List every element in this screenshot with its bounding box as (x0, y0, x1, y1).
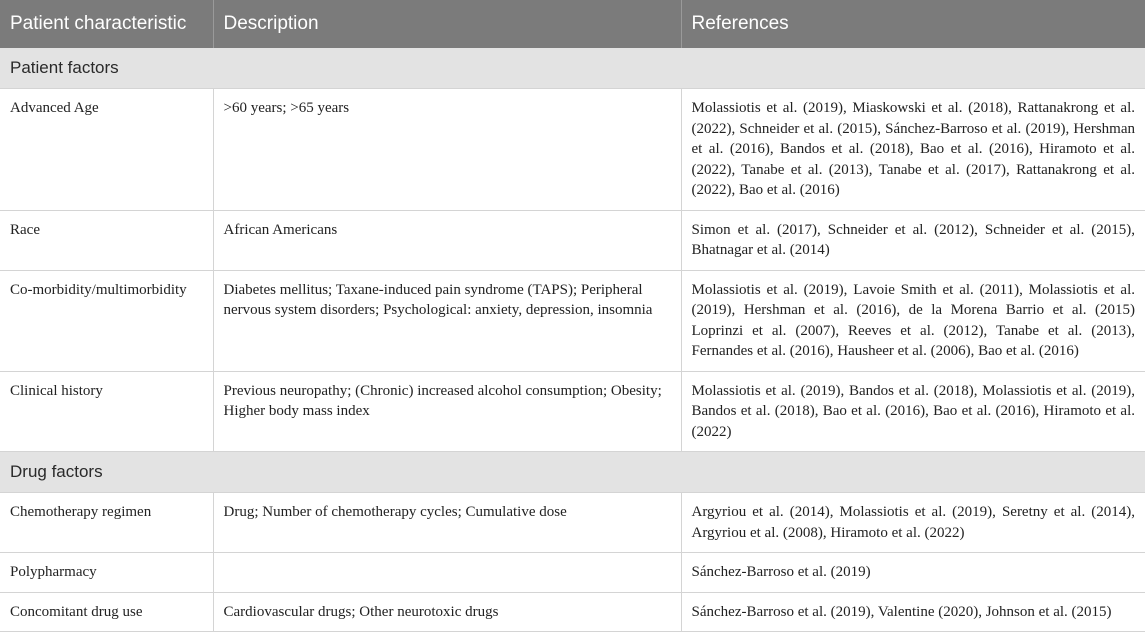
table-row (0, 270, 1145, 371)
cell-characteristic: Chemotherapy regimen (0, 493, 213, 553)
header-patient-characteristic: Patient characteristic (0, 0, 213, 48)
section-title: Drug factors (0, 452, 1145, 493)
cell-characteristic: Co-morbidity/multimorbidity (0, 270, 213, 371)
cell-description: >60 years; >65 years (213, 89, 681, 211)
section-row-drug-factors (0, 452, 1145, 493)
table-row (0, 210, 1145, 270)
table-header-row (0, 0, 1145, 48)
cell-description: Previous neuropathy; (Chronic) increased alcohol consumption; Obesity; Higher body mass index (213, 371, 681, 452)
cell-references: Argyriou et al. (2014), Molassiotis et al. (2019), Seretny et al. (2014), Argyriou et al. (2008), Hiramoto et al. (2022) (681, 493, 1145, 553)
cell-references: Sánchez-Barroso et al. (2019), Valentine (2020), Johnson et al. (2015) (681, 592, 1145, 632)
cell-characteristic: Concomitant drug use (0, 592, 213, 632)
cell-description (213, 553, 681, 593)
cell-references: Molassiotis et al. (2019), Lavoie Smith et al. (2011), Molassiotis et al. (2019), Hershman et al. (2016), de la Morena Barrio et al. (2015) Loprinzi et al. (2007), Reeves et al. (2012), Tanabe et al. (2013), Fernandes et al. (2016), Hausheer et al. (2006), Bao et al. (2016) (681, 270, 1145, 371)
table-row (0, 493, 1145, 553)
cell-characteristic: Clinical history (0, 371, 213, 452)
cell-references: Molassiotis et al. (2019), Bandos et al. (2018), Molassiotis et al. (2019), Bandos et al. (2018), Bao et al. (2016), Bao et al. (2016), Hiramoto et al. (2022) (681, 371, 1145, 452)
cell-references: Molassiotis et al. (2019), Miaskowski et al. (2018), Rattanakrong et al. (2022), Schneider et al. (2015), Sánchez-Barroso et al. (2019), Hershman et al. (2016), Bandos et al. (2018), Bao et al. (2016), Hiramoto et al. (2022), Tanabe et al. (2013), Tanabe et al. (2017), Rattanakrong et al. (2022), Bao et al. (2016) (681, 89, 1145, 211)
cell-characteristic: Advanced Age (0, 89, 213, 211)
cell-description: Drug; Number of chemotherapy cycles; Cumulative dose (213, 493, 681, 553)
cell-characteristic: Race (0, 210, 213, 270)
cell-description: African Americans (213, 210, 681, 270)
cell-description: Diabetes mellitus; Taxane-induced pain syndrome (TAPS); Peripheral nervous system disorders; Psychological: anxiety, depression, insomnia (213, 270, 681, 371)
cell-references: Simon et al. (2017), Schneider et al. (2012), Schneider et al. (2015), Bhatnagar et al. (2014) (681, 210, 1145, 270)
table-row (0, 89, 1145, 211)
section-title: Patient factors (0, 48, 1145, 89)
section-row-patient-factors (0, 48, 1145, 89)
cell-references: Sánchez-Barroso et al. (2019) (681, 553, 1145, 593)
header-description: Description (213, 0, 681, 48)
cell-characteristic: Polypharmacy (0, 553, 213, 593)
table-row (0, 553, 1145, 593)
table-row (0, 371, 1145, 452)
header-references: References (681, 0, 1145, 48)
cell-description: Cardiovascular drugs; Other neurotoxic drugs (213, 592, 681, 632)
table-row (0, 592, 1145, 632)
